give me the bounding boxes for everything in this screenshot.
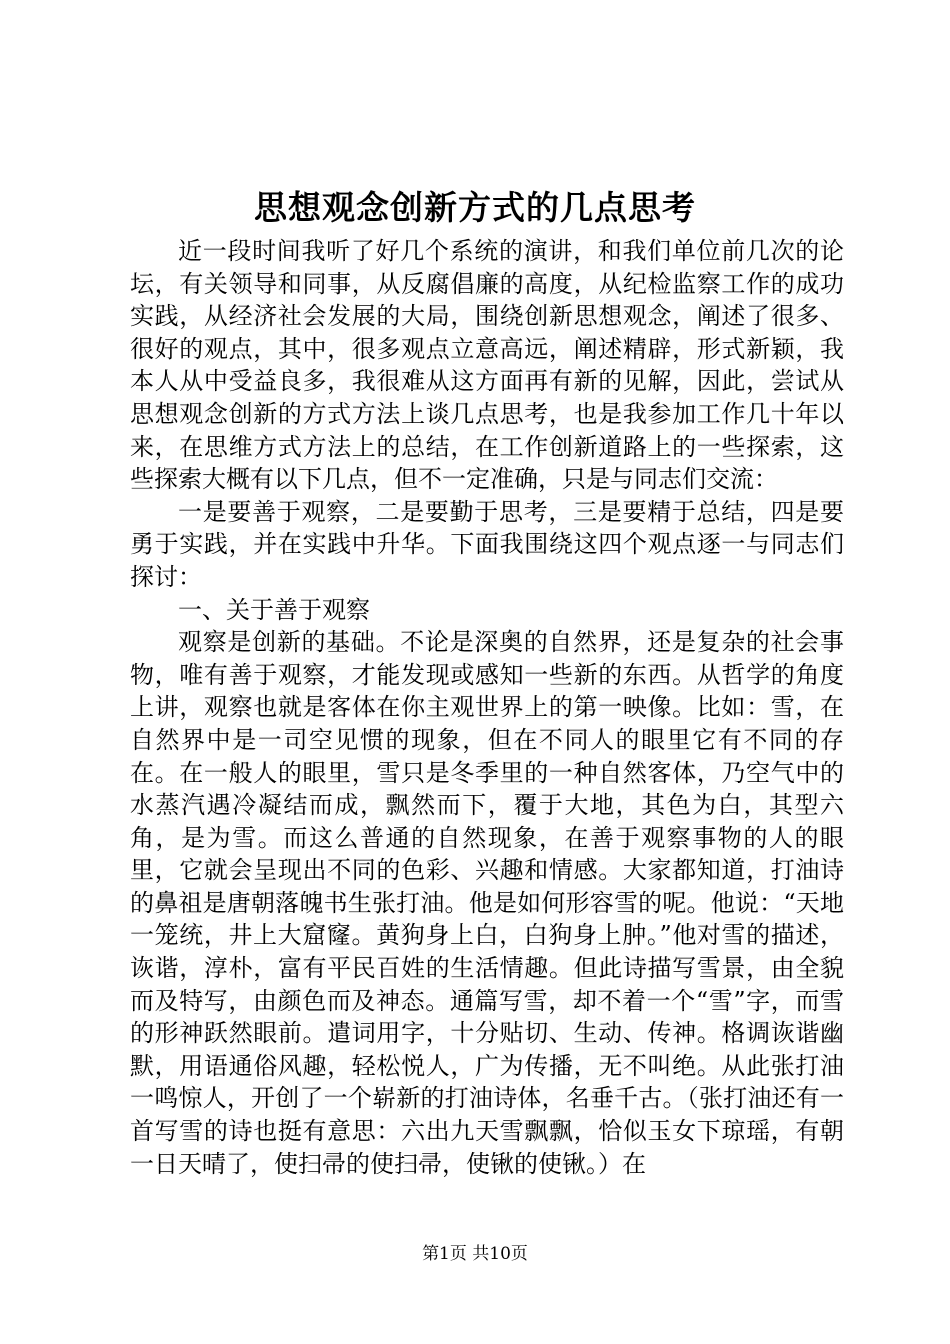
- paragraph-observation: 观察是创新的基础。不论是深奥的自然界，还是复杂的社会事物，唯有善于观察，才能发现或感知一些新的东西。从哲学的角度上讲，观察也就是客体在你主观世界上的第一映像。比如：雪，在自然界中是一司空见惯的现象，但在不同人的眼里它有不同的存在。在一般人的眼里，雪只是冬季里的一种自然客体，乃空气中的水蒸汽遇冷凝结而成，飘然而下，覆于大地，其色为白，其型六角，是为雪。而这么普通的自然现象，在善于观察事物的人的眼里，它就会呈现出不同的色彩、兴趣和情感。大家都知道，打油诗的鼻祖是唐朝落魄书生张打油。他是如何形容雪的呢。他说：“天地一笼统，井上大窟窿。黄狗身上白，白狗身上肿。”他对雪的描述，诙谐，淳朴，富有平民百姓的生活情趣。但此诗描写雪景，由全貌而及特写，由颜色而及神态。通篇写雪，却不着一个“雪”字，而雪的形神跃然眼前。遣词用字，十分贴切、生动、传神。格调诙谐幽默，用语通俗风趣，轻松悦人，广为传播，无不叫绝。从此张打油一鸣惊人，开创了一个崭新的打油诗体，名垂千古。（张打油还有一首写雪的诗也挺有意思：六出九天雪飘飘，恰似玉女下琼瑶，有朝一日天晴了，使扫帚的使扫帚，使锹的使锹。）在: [130, 628, 844, 1178]
- paragraph-outline: 一是要善于观察，二是要勤于思考，三是要精于总结，四是要勇于实践，并在实践中升华。下面我围绕这四个观点逐一与同志们探讨：: [130, 497, 844, 591]
- document-body: [130, 235, 844, 1180]
- page-footer: 第1页 共10页: [422, 1244, 528, 1264]
- section-heading-observation: 一、关于善于观察: [178, 595, 370, 624]
- paragraph-intro: 近一段时间我听了好几个系统的演讲，和我们单位前几次的论坛，有关领导和同事，从反腐倡廉的高度，从纪检监察工作的成功实践，从经济社会发展的大局，围绕创新思想观念，阐述了很多、很好的观点，其中，很多观点立意高远，阐述精辟，形式新颖，我本人从中受益良多，我很难从这方面再有新的见解，因此，尝试从思想观念创新的方式方法上谈几点思考，也是我参加工作几十年以来，在思维方式方法上的总结，在工作创新道路上的一些探索，这些探索大概有以下几点，但不一定准确，只是与同志们交流：: [130, 237, 844, 494]
- document-title: 思想观念创新方式的几点思考: [254, 188, 696, 227]
